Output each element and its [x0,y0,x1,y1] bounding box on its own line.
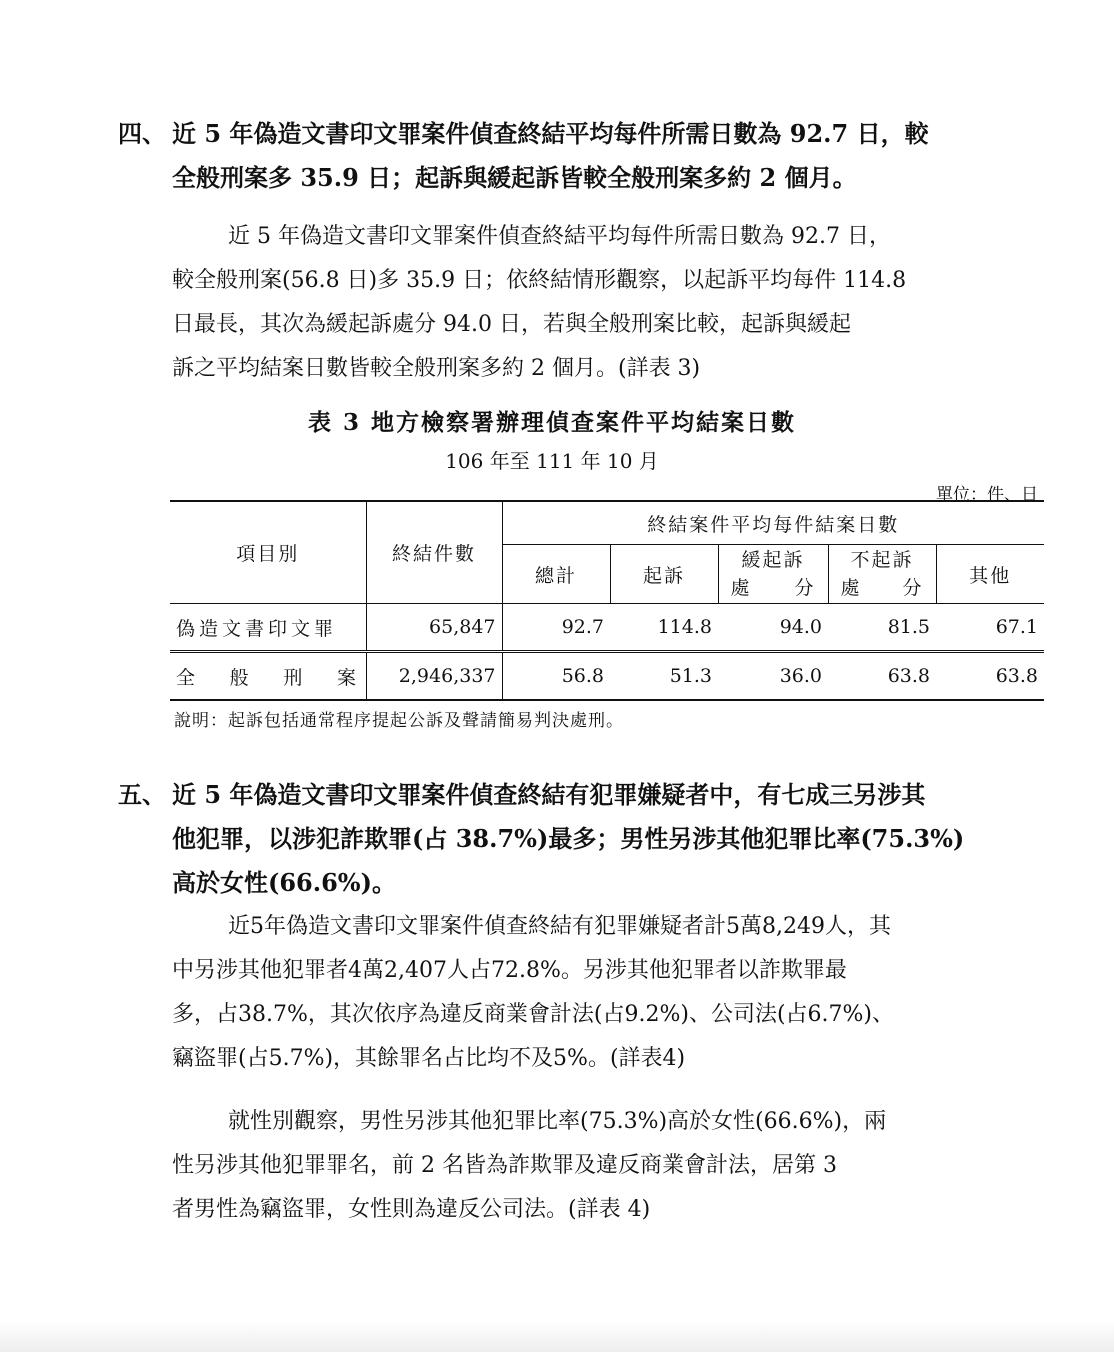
header-nonpros-char-2: 分 [902,577,924,599]
table-note: 說明：起訴包括通常程序提起公訴及聲請簡易判決處刑。 [174,711,624,731]
row-label: 偽造文書印文罪 [170,604,366,652]
row-label-char: 案 [336,666,356,689]
cell-deferred: 94.0 [718,604,828,652]
header-prosecute: 起訴 [610,545,718,604]
header-nonpros [828,545,936,604]
paragraph-line: 性另涉其他犯罪罪名，前 2 名皆為詐欺罪及違反商業會計法，居第 3 [172,1153,837,1178]
table-title: 表 3 地方檢察署辦理偵查案件平均結案日數 [307,409,797,436]
section-5-heading-line-2: 他犯罪，以涉犯詐欺罪(占 38.7%)最多；男性另涉其他犯罪比率(75.3%) [172,824,965,853]
cell-deferred: 36.0 [718,652,828,701]
paragraph-line: 近 5 年偽造文書印文罪案件偵查終結平均每件所需日數為 92.7 日， [228,224,891,249]
header-nonpros-line-1: 不起訴 [850,549,914,571]
header-deferred-line-1: 緩起訴 [741,549,805,571]
header-deferred-char-1: 處 [730,577,752,599]
table-subtitle: 106 年至 111 年 10 月 [445,449,659,473]
header-count: 終結件數 [366,501,502,604]
header-group: 終結案件平均每件結案日數 [502,501,1044,545]
header-other: 其他 [936,545,1044,604]
section-5-number: 五、 [118,780,166,809]
section-4-number: 四、 [118,119,166,148]
section-5-paragraph-2 [172,1100,992,1232]
cell-prosecute: 51.3 [610,652,718,701]
paragraph-line: 訴之平均結案日數皆較全般刑案多約 2 個月。(詳表 3) [172,356,701,381]
section-5-paragraph-1 [172,905,992,1081]
table-row [170,652,1044,701]
cell-total: 56.8 [502,652,610,701]
case-days-table [170,500,1044,701]
paragraph-line: 竊盜罪(占5.7%)，其餘罪名占比均不及5%。(詳表4) [172,1046,686,1071]
table-unit: 單位：件、日 [936,485,1038,505]
header-item: 項目別 [170,501,366,604]
paragraph-line: 近5年偽造文書印文罪案件偵查終結有犯罪嫌疑者計5萬8,249人，其 [228,914,891,939]
section-4-heading-line-1: 近 5 年偽造文書印文罪案件偵查終結平均每件所需日數為 92.7 日，較 [172,119,929,148]
cell-count: 2,946,337 [366,652,502,701]
section-5-heading-line-1: 近 5 年偽造文書印文罪案件偵查終結有犯罪嫌疑者中，有七成三另涉其 [172,780,926,809]
paragraph-line: 較全般刑案(56.8 日)多 35.9 日；依終結情形觀察，以起訴平均每件 114.8 [172,268,907,293]
cell-nonpros: 63.8 [828,652,936,701]
header-deferred [718,545,828,604]
paragraph-line: 就性別觀察，男性另涉其他犯罪比率(75.3%)高於女性(66.6%)，兩 [228,1109,887,1134]
row-label-char: 全 [176,666,196,689]
row-label [170,652,366,701]
section-5-heading-line-3: 高於女性(66.6%)。 [172,868,396,897]
cell-other: 67.1 [936,604,1044,652]
row-label-char: 刑 [283,666,303,689]
paragraph-line: 者男性為竊盜罪，女性則為違反公司法。(詳表 4) [172,1197,651,1222]
paragraph-line: 中另涉其他犯罪者4萬2,407人占72.8%。另涉其他犯罪者以詐欺罪最 [172,958,847,983]
header-total: 總計 [502,545,610,604]
cell-total: 92.7 [502,604,610,652]
section-4-heading-line-2: 全般刑案多 35.9 日；起訴與緩起訴皆較全般刑案多約 2 個月。 [172,163,857,192]
section-4-paragraph [172,215,992,391]
table-row [170,604,1044,652]
row-label-char: 般 [229,666,249,689]
page-bottom-edge [0,1320,1114,1352]
cell-other: 63.8 [936,652,1044,701]
paragraph-line: 日最長，其次為緩起訴處分 94.0 日，若與全般刑案比較，起訴與緩起 [172,312,851,337]
cell-nonpros: 81.5 [828,604,936,652]
paragraph-line: 多，占38.7%，其次依序為違反商業會計法(占9.2%)、公司法(占6.7%)、 [172,1002,895,1027]
header-nonpros-char-1: 處 [840,577,862,599]
cell-count: 65,847 [366,604,502,652]
header-deferred-char-2: 分 [794,577,816,599]
cell-prosecute: 114.8 [610,604,718,652]
